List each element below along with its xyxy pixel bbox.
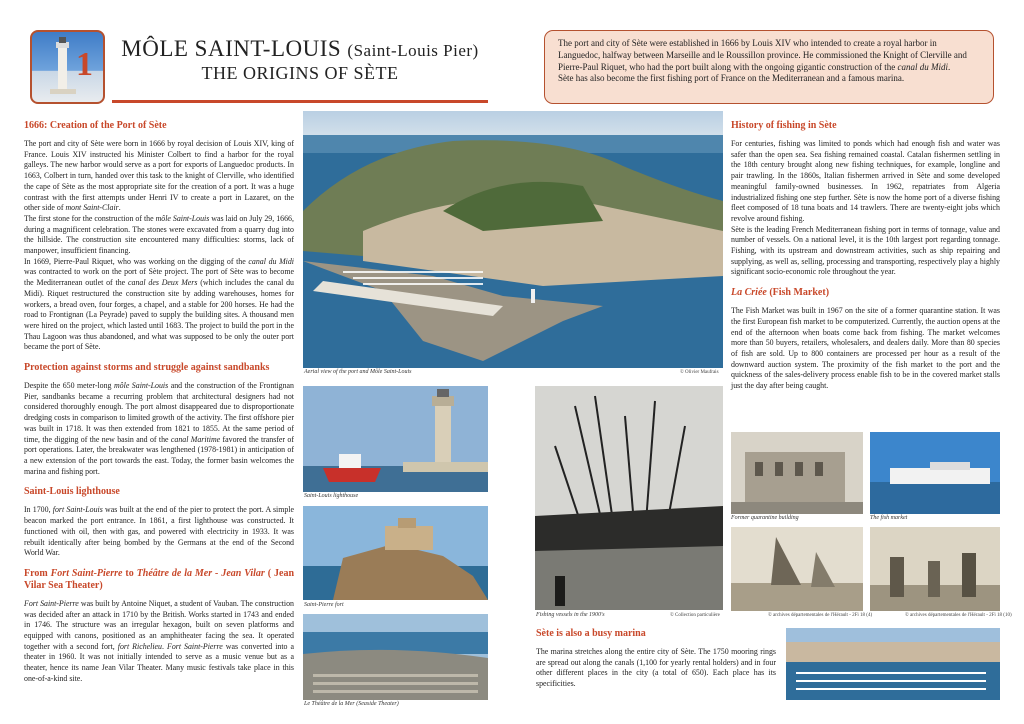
caption-fishmarket: The fish market bbox=[870, 515, 908, 521]
text: was built at the end of the pier to protect the port. A simple beacon marked the port entrance. In 1861, a first lighthouse was constructed. It functioned with oil, then with gas, and powered with electricity in 1933. It was rebuilt identically after being bombed by the Germans at the end of the Second World War. bbox=[24, 505, 294, 558]
right-column bbox=[731, 120, 1000, 392]
vessels-photo bbox=[535, 386, 723, 610]
fort-photo bbox=[303, 506, 488, 600]
text: . bbox=[161, 641, 164, 651]
text: (which includes the canal du Midi). Riquet restructured the construction site by adding warehouses, homes for workers, a bread oven, four forges, a chapel, and a stable for 200 horses. He had the road to Frontignan (La Peyrade) paved to supply the building sites. A thousand men were hired on the project, which lasted until 1683. The project to build the port in the Thau Lagoon was thus abandoned, and what was supposed to be only the outer port became the port of Sète. bbox=[24, 278, 294, 352]
title-paren: (Saint-Louis Pier) bbox=[347, 41, 479, 60]
caption-lighthouse: Saint-Louis lighthouse bbox=[304, 493, 359, 499]
paragraph: For centuries, fishing was limited to ponds which had enough fish and water was safer than the open sea. Sea fishing remained coastal. Catalan fishermen settling in the 18th century brought along new fishing techniques, for example, longline and pair trawling. In the 1860s, Italian fishermen arrived in Sète and some developed meaningful family-owned businesses. In 1962, repatriates from Algeria industrialized fishing one step further. Sète is now the home port of a diverse fishing fleet composed of 18 tuna boats and 14 trawlers. There are twenty-eight jobs which revolve around fishing. bbox=[731, 139, 1000, 223]
paragraph: The marina stretches along the entire city of Sète. The 1750 mooring rings are spread out along the canals (1,100 for yearly rental holders) and in four other different places in the city (a total of 650). Each place has its specificities. bbox=[536, 647, 776, 689]
quarantine-photo bbox=[731, 432, 863, 514]
text-em: fort Richelieu bbox=[117, 641, 162, 651]
intro-text: The port and city of Sète were established in 1666 by Louis XIV who intended to create a royal harbor in Languedoc, halfway between Marseille and le Roussillon province. He commissioned the Knight of Clerville and Pierre-Paul Riquet, who had the port built along with the ongoing gigantic construction of the bbox=[558, 38, 967, 72]
marina-photo bbox=[786, 628, 1000, 700]
archive-photo-1 bbox=[731, 527, 863, 611]
paragraph bbox=[24, 257, 294, 353]
text-em: môle Saint-Louis bbox=[113, 381, 169, 391]
text-em: canal des Deux Mers bbox=[128, 278, 198, 288]
paragraph: Sète is the leading French Mediterranean fishing port in terms of tonnage, value and number of vessels. On a national level, it is the 10th largest port regarding tonnage. Fishing, with its upstream and downstream activities, such as ship repairing and supplying, as well as, selling, processing and transporting, respectively play a highly significant socio-economic role throughout the year. bbox=[731, 224, 1000, 277]
section-heading-fish-market bbox=[731, 287, 1000, 299]
section-heading-fishing: History of fishing in Sète bbox=[731, 120, 837, 131]
caption-quarantine: Former quarantine building bbox=[731, 515, 799, 521]
section-heading-lighthouse: Saint-Louis lighthouse bbox=[24, 486, 120, 498]
intro-box bbox=[544, 30, 994, 104]
center-column bbox=[536, 628, 776, 690]
text: Despite the 650 meter-long bbox=[24, 381, 112, 391]
credit-aerial: © Olivier Maufrais bbox=[680, 370, 719, 375]
text: From bbox=[24, 567, 48, 579]
text-em: Théâtre de la Mer - Jean Vilar bbox=[136, 567, 265, 579]
left-column bbox=[24, 120, 294, 685]
caption-fort: Saint-Pierre fort bbox=[304, 602, 344, 608]
text-em: Fort Saint-Pierre bbox=[24, 598, 79, 608]
text: (Fish Market) bbox=[769, 287, 830, 299]
text-em: môle Saint-Louis bbox=[155, 213, 210, 223]
text: The first stone for the construction of the bbox=[24, 213, 154, 223]
lighthouse-icon bbox=[32, 32, 105, 104]
text: was converted into a theater in 1960. It was not initially intended to serve as a music venue but as a theater, hence its name Jean Vilar Theater. Many music festivals take place in this one-of-a-kind site. bbox=[24, 641, 295, 683]
text-em: fort Saint-Louis bbox=[52, 505, 103, 515]
paragraph bbox=[24, 599, 294, 685]
text: In 1669, Pierre-Paul Riquet, who was working on the digging of the bbox=[24, 256, 246, 266]
section-heading-sandbanks: Protection against storms and struggle against sandbanks bbox=[24, 362, 270, 374]
logo-badge bbox=[30, 30, 105, 104]
paragraph bbox=[24, 139, 294, 214]
logo-number: 1 bbox=[76, 46, 93, 83]
text: was built by Antoine Niquet, a student of Vauban. The construction was decided after an attack in 1710 by the British. Works started in 1743 and ended in 1746. The structure was an irregular hexagon, built on seven platforms and equipped with canons, positioned as an amphitheater facing the sea. It operated together with a second fort, bbox=[24, 598, 294, 651]
text-em: canal du Midi bbox=[248, 256, 294, 266]
credit-archive-1: © archives départementales de l'Hérault - 2Fi 18 (4) bbox=[768, 613, 873, 618]
intro-punct: . bbox=[947, 61, 951, 72]
section-heading-fort bbox=[24, 568, 294, 592]
text-em: La Criée bbox=[731, 287, 767, 299]
text: and the construction of the Frontignan Pier, sandbanks became a recurring problem that architectural designers had not considered thoroughly enough. The port almost disappeared due to disproportionate dredging costs in comparison to limited growth of the activity. The first offshore pier was built in 1718. It was then extended from 1821 to 1855. At the same period of time, the digging of the new basin and of the bbox=[24, 381, 294, 444]
text: ( Jean Vilar Sea Theater) bbox=[24, 567, 295, 591]
fishmarket-photo bbox=[870, 432, 1000, 514]
theatre-photo bbox=[303, 614, 488, 700]
intro-emphasis: canal du Midi bbox=[897, 61, 948, 72]
text-em: Fort Saint-Pierre bbox=[167, 641, 223, 651]
text: . bbox=[118, 203, 121, 213]
section-heading-marina: Sète is also a busy marina bbox=[536, 628, 646, 639]
page-title bbox=[112, 36, 488, 84]
text: to bbox=[125, 567, 134, 579]
paragraph: The Fish Market was built in 1967 on the site of a former quarantine station. It was the first European fish market to be computerized. Currently, the auction opens at the end of the afternoon when boats come back from fishing. The market welcomes more than 50 buyers, retailers, wholesalers, and dealers daily. More than 80 species of fish are sold. Up to 800 containers are processed per hour as a result of the downward auction system. The proximity of the fish market to the port and the quickness of the sales-delivery process enable fish to be in the covered market stalls just the day after being caught. bbox=[731, 306, 1000, 391]
section-heading-creation: 1666: Creation of the Port of Sète bbox=[24, 120, 167, 131]
credit-archive-2: © archives départementales de l'Hérault - 2Fi 18 (10) bbox=[905, 613, 1012, 618]
credit-vessels: © Collection particulière bbox=[670, 613, 720, 618]
intro-text-2: Sète has also become the first fishing port of France on the Mediterranean and a famous marina. bbox=[558, 73, 905, 84]
text-em: canal Maritime bbox=[170, 434, 221, 444]
text-em: Fort Saint-Pierre bbox=[50, 567, 123, 579]
subtitle: THE ORIGINS OF SÈTE bbox=[201, 63, 399, 83]
archive-photo-2 bbox=[870, 527, 1000, 611]
caption-aerial: Aerial view of the port and Môle Saint-Louis bbox=[304, 369, 412, 375]
caption-vessels: Fishing vessels in the 1900's bbox=[536, 612, 605, 618]
paragraph bbox=[24, 505, 294, 559]
title-underline bbox=[112, 100, 488, 103]
paragraph bbox=[24, 381, 294, 477]
caption-theatre: Le Théâtre de la Mer (Seaside Theater) bbox=[304, 701, 399, 707]
title-text: MÔLE SAINT-LOUIS bbox=[121, 36, 342, 61]
text-em: mont Saint-Clair bbox=[65, 203, 119, 213]
paragraph bbox=[24, 214, 294, 257]
lighthouse-photo bbox=[303, 386, 488, 492]
aerial-photo bbox=[303, 111, 723, 368]
text: was contracted to work on the port of Sète project. The port of Sète was to become the Mediterranean outlet of the bbox=[24, 267, 294, 288]
text: The port and city of Sète were born in 1666 by royal decision of Louis XIV, king of France. Louis XIV instructed his Minister Colbert to find a harbor for the royal galleys. The new harbor would serve as a port for exports of Languedoc products. In 1663, Colbert in turn, handed over this task to the knight of Clerville, who identified the cape of Sète as the most appropriate site for the creation of a port. It was a huge contrast with the first attempts under Henri IV to create a port in Lazaret, on the other side of bbox=[24, 139, 294, 213]
text: favored the transfer of port operations. Later, the breakwater was lengthened (1978-1981) in anticipation of a new extension of the port towards the east. Today, the former basin welcomes the marina and fishing port. bbox=[24, 434, 294, 476]
text: In 1700, bbox=[24, 505, 51, 515]
text: was laid on July 29, 1666, during a magnificent celebration. The stones were excavated from a quarry dug into the hillside. The construction site encountered many difficulties: storms, lack of manpower, insufficient financing. bbox=[24, 213, 294, 256]
